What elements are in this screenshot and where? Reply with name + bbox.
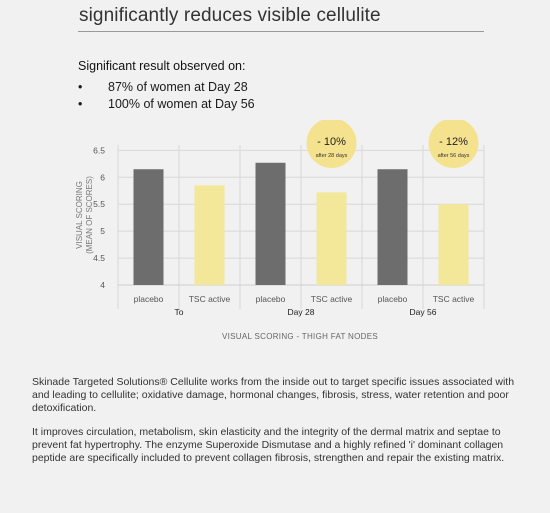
bar: [256, 163, 286, 285]
badge-value: - 10%: [317, 136, 346, 148]
x-category-label: TSC active: [310, 294, 353, 304]
x-category-label: placebo: [133, 294, 164, 304]
heading-divider: [78, 31, 484, 32]
bullet-marker: •: [78, 97, 83, 111]
bar: [134, 169, 164, 285]
badge-value: - 12%: [439, 136, 468, 148]
y-tick-label: 4.5: [93, 253, 105, 264]
x-category-label: placebo: [377, 294, 408, 304]
bullet-marker: •: [78, 80, 83, 94]
x-group-label: Day 28: [287, 307, 315, 317]
page-heading: significantly reduces visible cellulite: [79, 5, 381, 26]
x-axis-title: VISUAL SCORING - THIGH FAT NODES: [222, 332, 378, 341]
x-category-label: placebo: [255, 294, 286, 304]
result-item: [78, 79, 255, 96]
result-text: 100% of women at Day 56: [108, 97, 255, 111]
bar: [378, 169, 408, 285]
result-text: 87% of women at Day 28: [108, 80, 248, 94]
bar: [317, 192, 347, 285]
description-paragraph: Skinade Targeted Solutions® Cellulite works from the inside out to target specific issues associated with and leading to cellulite; oxidative damage, hormonal changes, fibrosis, stress, water retention and poor detoxification.: [32, 376, 515, 414]
y-tick-label: 5: [100, 226, 105, 237]
badge-label: after 56 days: [437, 153, 470, 159]
result-list: [78, 79, 255, 113]
bar-chart: [0, 120, 550, 350]
bar: [439, 204, 469, 285]
x-category-label: TSC active: [188, 294, 231, 304]
y-tick-label: 6.5: [93, 145, 105, 156]
y-axis-title: VISUAL SCORING(MEAN OF SCORES): [75, 176, 94, 254]
x-category-label: TSC active: [432, 294, 475, 304]
result-intro: Significant result observed on:: [78, 59, 246, 73]
y-tick-label: 4: [100, 280, 105, 290]
badge-label: after 28 days: [315, 153, 348, 159]
y-tick-label: 5.5: [93, 199, 105, 210]
result-item: [78, 96, 255, 113]
y-tick-label: 6: [100, 172, 105, 183]
bar: [195, 185, 225, 285]
description-paragraph: It improves circulation, metabolism, skin elasticity and the integrity of the dermal matrix and septae to prevent fat hypertrophy. The enzyme Superoxide Dismutase and a highly refined 'i' dominant collagen peptide are specifically included to prevent collagen fibrosis, strengthen and repair the existing matrix.: [32, 426, 505, 464]
x-group-label: To: [174, 307, 184, 317]
x-group-label: Day 56: [409, 307, 437, 317]
